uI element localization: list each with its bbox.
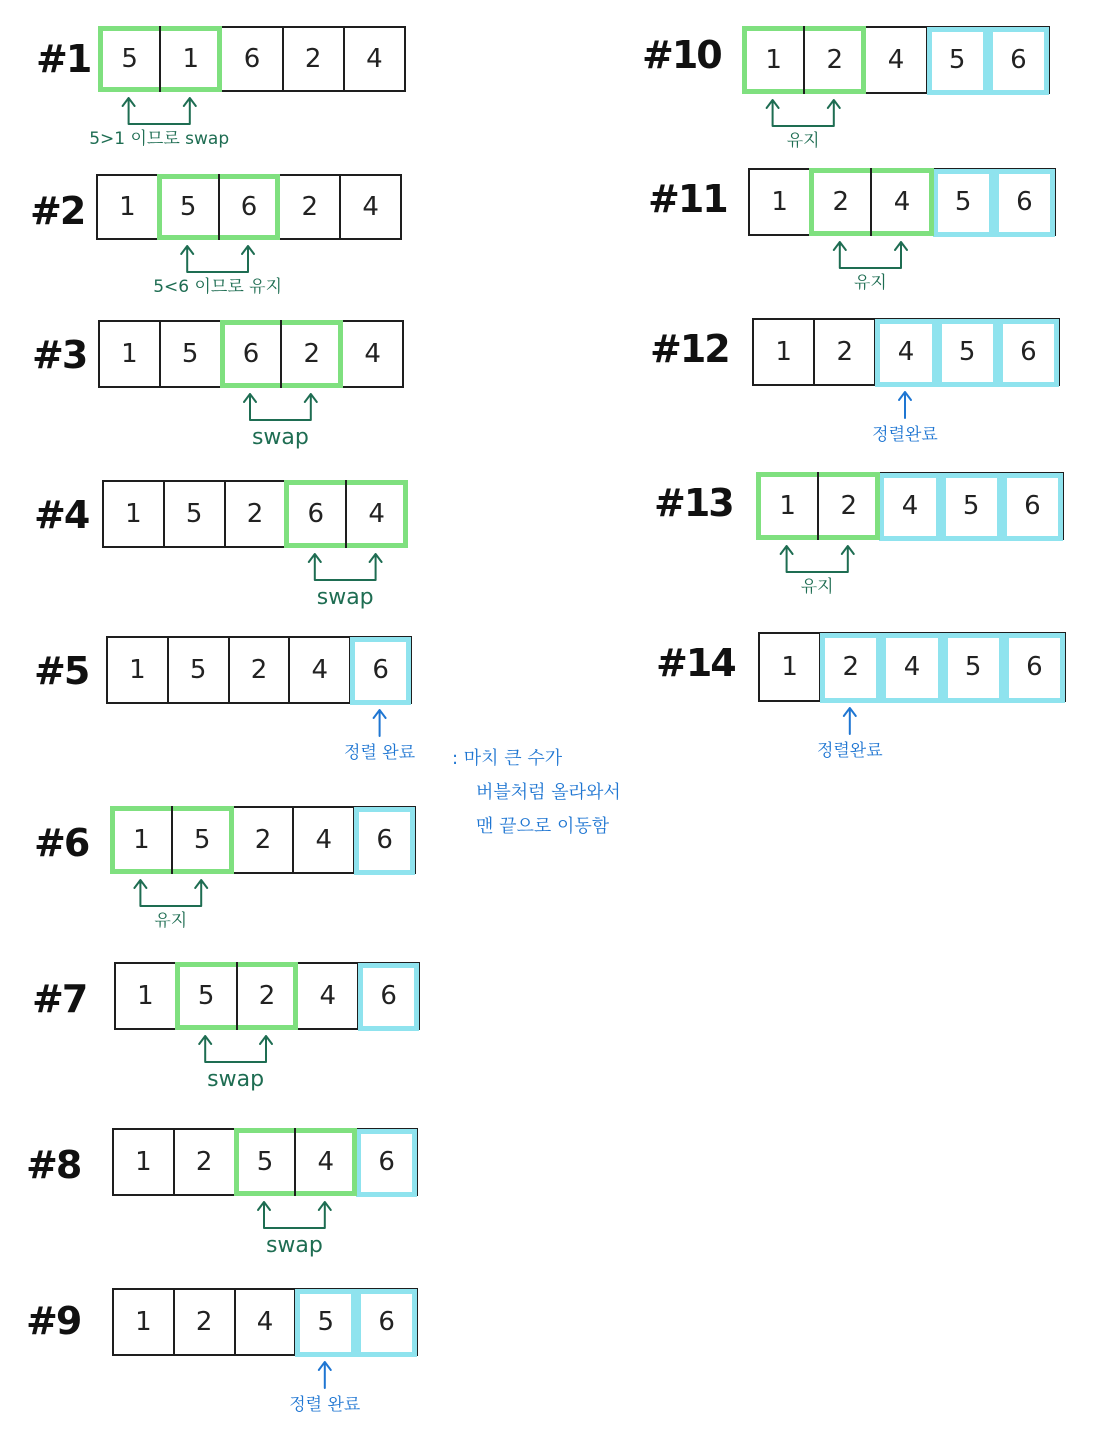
array-cell: 1 bbox=[98, 320, 161, 388]
array-cell: 5 bbox=[294, 1288, 357, 1356]
array-cell: 6 bbox=[993, 168, 1056, 236]
array-cell: 2 bbox=[278, 174, 341, 240]
step-note: 정렬완료 bbox=[816, 741, 883, 761]
array-cell: 2 bbox=[817, 472, 880, 540]
compare-divider bbox=[294, 1128, 296, 1196]
step-label-1: #1 bbox=[36, 37, 91, 81]
compare-divider bbox=[280, 320, 282, 388]
step-note: 유지 bbox=[800, 577, 834, 597]
compare-divider bbox=[817, 472, 819, 540]
array-cell: 5 bbox=[175, 962, 238, 1030]
step-note: 정렬완료 bbox=[872, 425, 938, 445]
array-cell: 5 bbox=[936, 318, 999, 386]
array-cell: 6 bbox=[355, 1288, 418, 1356]
step-label-4: #4 bbox=[34, 493, 89, 537]
compare-divider bbox=[159, 26, 161, 92]
array-cell: 4 bbox=[345, 480, 408, 548]
array-cell: 1 bbox=[102, 480, 165, 548]
sorted-arrow bbox=[0, 0, 1, 1]
step-label-11: #11 bbox=[648, 177, 727, 221]
array-cell: 6 bbox=[355, 1128, 418, 1196]
step-note: 유지 bbox=[786, 131, 820, 151]
array-cell: 2 bbox=[282, 26, 345, 92]
compare-divider bbox=[803, 26, 805, 94]
array-cell: 2 bbox=[809, 168, 872, 236]
array-cell: 2 bbox=[803, 26, 866, 94]
step-note: 5>1 이므로 swap bbox=[89, 129, 230, 149]
array-cell: 1 bbox=[110, 806, 173, 874]
array-cell: 2 bbox=[280, 320, 343, 388]
array-cell: 6 bbox=[353, 806, 416, 874]
array-cell: 5 bbox=[98, 26, 161, 92]
array-cell: 2 bbox=[813, 318, 876, 386]
step-note: 유지 bbox=[853, 273, 887, 293]
array-cell: 4 bbox=[339, 174, 402, 240]
array-cell: 6 bbox=[1003, 632, 1066, 702]
array-cell: 5 bbox=[932, 168, 995, 236]
array-cell: 4 bbox=[878, 472, 941, 540]
array-cell: 1 bbox=[112, 1128, 175, 1196]
array-cell: 4 bbox=[880, 632, 943, 702]
array-cell: 1 bbox=[748, 168, 811, 236]
array-cell: 6 bbox=[349, 636, 412, 704]
array-cell: 6 bbox=[220, 320, 283, 388]
array-cell: 4 bbox=[292, 806, 355, 874]
array-cell: 5 bbox=[167, 636, 230, 704]
array-cell: 5 bbox=[942, 632, 1005, 702]
step-note: 정렬 완료 bbox=[289, 1395, 361, 1415]
array-cell: 6 bbox=[997, 318, 1060, 386]
step-note: swap bbox=[316, 585, 374, 610]
array-cell: 1 bbox=[112, 1288, 175, 1356]
bubble-sort-explanation bbox=[452, 742, 621, 844]
step-note: swap bbox=[265, 1233, 323, 1258]
compare-divider bbox=[218, 174, 220, 240]
step-note: 5<6 이므로 유지 bbox=[153, 277, 282, 297]
step-label-13: #13 bbox=[654, 481, 733, 525]
explanation-line-1: : 마치 큰 수가 bbox=[452, 748, 563, 769]
array-cell: 2 bbox=[173, 1128, 236, 1196]
step-label-5: #5 bbox=[34, 649, 89, 693]
array-cell: 2 bbox=[232, 806, 295, 874]
array-cell: 2 bbox=[224, 480, 287, 548]
array-cell: 5 bbox=[171, 806, 234, 874]
compare-divider bbox=[870, 168, 872, 236]
compare-divider bbox=[345, 480, 347, 548]
step-label-3: #3 bbox=[32, 333, 87, 377]
step-note: swap bbox=[251, 425, 309, 450]
array-cell: 4 bbox=[288, 636, 351, 704]
array-cell: 1 bbox=[752, 318, 815, 386]
array-cell: 1 bbox=[758, 632, 821, 702]
step-label-14: #14 bbox=[656, 641, 735, 685]
array-cell: 1 bbox=[106, 636, 169, 704]
array-cell: 2 bbox=[173, 1288, 236, 1356]
array-cell: 2 bbox=[228, 636, 291, 704]
array-cell: 5 bbox=[940, 472, 1003, 540]
step-label-9: #9 bbox=[26, 1299, 81, 1343]
array-cell: 2 bbox=[236, 962, 299, 1030]
compare-divider bbox=[236, 962, 238, 1030]
step-label-12: #12 bbox=[650, 327, 729, 371]
array-cell: 4 bbox=[343, 26, 406, 92]
step-label-2: #2 bbox=[30, 189, 85, 233]
array-cell: 5 bbox=[234, 1128, 297, 1196]
array-cell: 4 bbox=[874, 318, 937, 386]
array-cell: 6 bbox=[1001, 472, 1064, 540]
step-label-10: #10 bbox=[642, 33, 721, 77]
array-cell: 6 bbox=[220, 26, 283, 92]
array-cell: 4 bbox=[864, 26, 927, 94]
array-cell: 4 bbox=[234, 1288, 297, 1356]
array-cell: 1 bbox=[159, 26, 222, 92]
step-note: 유지 bbox=[154, 911, 188, 931]
array-cell: 5 bbox=[163, 480, 226, 548]
array-cell: 5 bbox=[159, 320, 222, 388]
array-cell: 4 bbox=[296, 962, 359, 1030]
array-cell: 6 bbox=[284, 480, 347, 548]
array-cell: 6 bbox=[357, 962, 420, 1030]
array-cell: 1 bbox=[756, 472, 819, 540]
step-note: swap bbox=[207, 1067, 265, 1092]
array-cell: 1 bbox=[742, 26, 805, 94]
array-cell: 4 bbox=[294, 1128, 357, 1196]
array-cell: 5 bbox=[926, 26, 989, 94]
compare-divider bbox=[171, 806, 173, 874]
step-label-8: #8 bbox=[26, 1143, 81, 1187]
step-label-6: #6 bbox=[34, 821, 89, 865]
array-cell: 1 bbox=[96, 174, 159, 240]
array-cell: 1 bbox=[114, 962, 177, 1030]
array-cell: 5 bbox=[157, 174, 220, 240]
array-cell: 4 bbox=[341, 320, 404, 388]
explanation-line-3: 맨 끝으로 이동함 bbox=[476, 816, 610, 837]
step-label-7: #7 bbox=[32, 977, 87, 1021]
array-cell: 6 bbox=[218, 174, 281, 240]
array-cell: 6 bbox=[987, 26, 1050, 94]
array-cell: 2 bbox=[819, 632, 882, 702]
explanation-line-2: 버블처럼 올라와서 bbox=[476, 782, 621, 803]
array-cell: 4 bbox=[870, 168, 933, 236]
step-note: 정렬 완료 bbox=[344, 743, 416, 763]
